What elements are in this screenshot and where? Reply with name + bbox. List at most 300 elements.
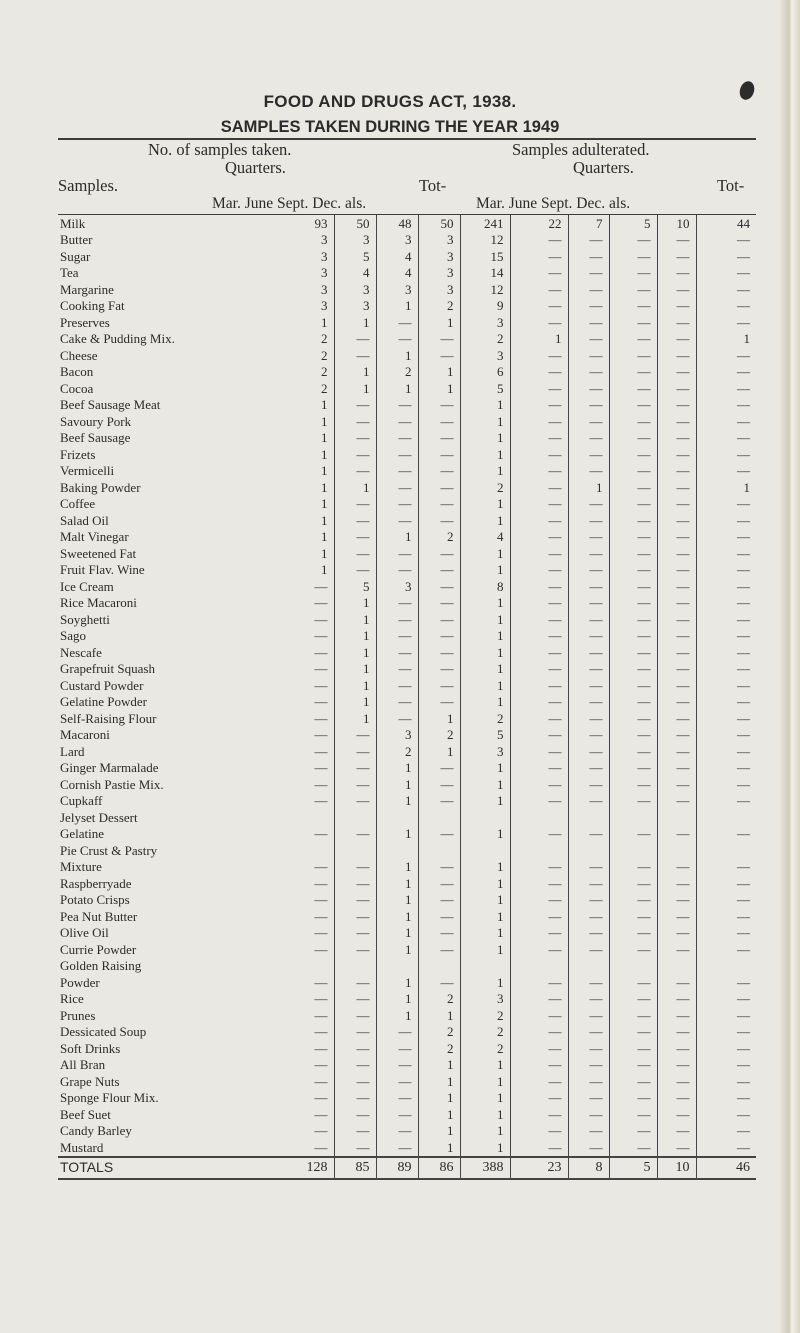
adulterated-cell: — [568,941,609,958]
taken-cell: — [418,413,460,430]
taken-cell: — [294,743,334,760]
taken-cell: — [376,562,418,579]
adulterated-cell: — [737,1106,750,1122]
adulterated-cell: 23 [510,1157,568,1179]
adulterated-cell: — [657,1090,696,1107]
taken-cell: — [376,1139,418,1157]
adulterated-cell: — [609,925,657,942]
adulterated-cell: — [657,925,696,942]
taken-cell: — [376,661,418,678]
adulterated-cell: — [657,595,696,612]
sample-name: Macaroni [60,727,110,743]
table-row [58,265,756,282]
taken-cell: 1 [418,314,460,331]
adulterated-cell: — [657,776,696,793]
taken-cell: — [418,562,460,579]
taken-cell: 4 [376,248,418,265]
adulterated-cell: 8 [568,1157,609,1179]
adulterated-cell: — [568,644,609,661]
taken-cell: 1 [376,793,418,810]
taken-cell: — [376,595,418,612]
taken-cell: 1 [418,364,460,381]
taken-cell: — [294,859,334,876]
taken-cell: — [334,974,376,991]
taken-cell: 1 [460,1139,510,1157]
table-row [58,545,756,562]
adulterated-cell: — [609,727,657,744]
adulterated-cell: 46 [696,1157,756,1179]
taken-cell: 2 [418,991,460,1008]
taken-cell: — [294,1139,334,1157]
taken-cell: — [418,545,460,562]
taken-cell: — [334,1139,376,1157]
adulterated-cell: — [737,463,750,479]
taken-cell: 1 [376,826,418,843]
taken-cell: 1 [376,859,418,876]
adulterated-cell: — [657,331,696,348]
adulterated-cell: — [568,578,609,595]
adulterated-cell: — [609,611,657,628]
adulterated-cell: — [510,892,568,909]
adulterated-cell: — [609,941,657,958]
adulterated-cell: — [609,1057,657,1074]
adulterated-cell: 1 [510,331,568,348]
taken-cell: 1 [418,1090,460,1107]
taken-cell: 1 [334,595,376,612]
adulterated-cell: — [510,644,568,661]
adulterated-cell: — [737,793,750,809]
header-tot-left: Tot- [419,176,447,195]
adulterated-cell: — [609,529,657,546]
taken-cell: 1 [460,1073,510,1090]
taken-cell: 1 [460,826,510,843]
adulterated-cell: — [657,397,696,414]
taken-cell: 6 [460,364,510,381]
header-quarters-left: Quarters. [225,158,286,177]
taken-cell: 2 [294,347,334,364]
taken-cell: — [334,1090,376,1107]
sample-name: Fruit Flav. Wine [60,562,145,578]
taken-cell: 1 [460,446,510,463]
adulterated-cell: — [657,314,696,331]
taken-cell: — [294,1123,334,1140]
sample-name: Coffee [60,496,96,512]
table-row [58,1090,756,1107]
sample-name: Mustard [60,1139,104,1155]
taken-cell: — [376,677,418,694]
adulterated-cell: — [609,347,657,364]
adulterated-cell: — [737,859,750,875]
adulterated-cell: — [737,760,750,776]
taken-cell: 4 [376,265,418,282]
taken-cell: — [294,776,334,793]
taken-cell: — [376,611,418,628]
adulterated-cell: — [737,1139,750,1155]
taken-cell: — [334,859,376,876]
adulterated-cell: — [657,446,696,463]
taken-cell: — [334,529,376,546]
adulterated-cell: — [568,925,609,942]
adulterated-cell: — [568,908,609,925]
taken-cell: — [376,1057,418,1074]
table-row [58,892,756,909]
sample-name: Cocoa [60,380,94,396]
sample-name: Olive Oil [60,925,109,941]
taken-cell: — [334,1024,376,1041]
adulterated-cell: — [657,578,696,595]
taken-cell: 1 [460,941,510,958]
taken-cell: — [418,760,460,777]
taken-cell: 1 [376,925,418,942]
sample-name: Grapefruit Squash [60,661,155,677]
adulterated-cell: — [657,562,696,579]
table-row [58,1040,756,1057]
adulterated-cell: — [657,661,696,678]
taken-cell: 1 [460,430,510,447]
table-row [58,776,756,793]
adulterated-cell: — [510,595,568,612]
adulterated-cell: — [737,545,750,561]
taken-cell: — [334,446,376,463]
adulterated-cell: — [510,562,568,579]
adulterated-cell: — [737,743,750,759]
adulterated-cell: — [737,710,750,726]
taken-cell: — [294,760,334,777]
adulterated-cell: — [657,545,696,562]
taken-cell: 3 [460,991,510,1008]
taken-cell: — [418,875,460,892]
taken-cell: 1 [376,974,418,991]
taken-cell: — [294,710,334,727]
adulterated-cell: — [568,380,609,397]
adulterated-cell: — [568,859,609,876]
taken-cell: — [334,1073,376,1090]
table-row [58,710,756,727]
table-row [58,974,756,991]
taken-cell: 1 [460,611,510,628]
taken-cell: — [418,694,460,711]
taken-cell [376,958,418,975]
adulterated-cell: — [737,265,750,281]
adulterated-cell: — [657,430,696,447]
sample-name: Tea [60,265,79,281]
adulterated-cell: — [510,265,568,282]
taken-cell: — [334,347,376,364]
taken-cell: — [418,463,460,480]
table-row [58,727,756,744]
table-row [58,1139,756,1157]
table-row [58,463,756,480]
adulterated-cell: — [737,677,750,693]
taken-cell: 1 [334,677,376,694]
adulterated-cell: — [737,248,750,264]
adulterated-cell: — [609,430,657,447]
adulterated-cell: — [568,694,609,711]
taken-cell: 48 [376,215,418,232]
taken-cell: 3 [376,281,418,298]
adulterated-cell: — [510,611,568,628]
adulterated-cell: — [568,892,609,909]
taken-cell: 1 [418,710,460,727]
page-edge [780,0,800,1333]
adulterated-cell: — [737,1057,750,1073]
adulterated-cell: — [657,710,696,727]
taken-cell: 1 [460,1106,510,1123]
adulterated-cell: — [737,1024,750,1040]
sample-name: Lard [60,743,85,759]
adulterated-cell: — [657,364,696,381]
adulterated-cell: — [737,1073,750,1089]
adulterated-cell: — [568,776,609,793]
taken-cell: 1 [460,463,510,480]
taken-cell: 1 [294,496,334,513]
adulterated-cell: — [737,232,750,248]
adulterated-cell: — [568,314,609,331]
taken-cell: — [294,941,334,958]
taken-cell: — [418,925,460,942]
adulterated-cell: — [657,1106,696,1123]
taken-cell: 1 [460,760,510,777]
taken-cell: — [334,496,376,513]
adulterated-cell: — [568,760,609,777]
adulterated-cell: — [737,991,750,1007]
taken-cell: 1 [418,1106,460,1123]
adulterated-cell: — [609,1139,657,1157]
table-row [58,529,756,546]
table-row [58,1024,756,1041]
table-row [58,496,756,513]
adulterated-cell: — [568,727,609,744]
adulterated-cell: — [510,974,568,991]
totals-row [58,1157,756,1179]
taken-cell: — [334,512,376,529]
taken-cell [376,842,418,859]
adulterated-cell: — [609,743,657,760]
taken-cell [294,809,334,826]
sample-name: Potato Crisps [60,892,130,908]
taken-cell: 89 [376,1157,418,1179]
taken-cell: 3 [418,281,460,298]
taken-cell: — [334,430,376,447]
adulterated-cell: — [657,908,696,925]
adulterated-cell: — [510,1007,568,1024]
taken-cell: — [294,908,334,925]
taken-cell: — [376,545,418,562]
table-row [58,644,756,661]
adulterated-cell: — [568,496,609,513]
adulterated-cell: — [568,545,609,562]
adulterated-cell: — [510,826,568,843]
taken-cell: 1 [460,397,510,414]
taken-cell [294,958,334,975]
adulterated-cell: — [609,479,657,496]
adulterated-cell: — [568,265,609,282]
taken-cell: 1 [460,496,510,513]
taken-cell: — [294,1057,334,1074]
table-row [58,958,756,975]
taken-cell: — [418,512,460,529]
adulterated-cell: — [568,611,609,628]
taken-cell: — [376,397,418,414]
adulterated-cell: — [510,727,568,744]
adulterated-cell: — [609,1073,657,1090]
taken-cell: — [418,677,460,694]
taken-cell [460,958,510,975]
table-row [58,661,756,678]
adulterated-cell: — [510,496,568,513]
adulterated-cell: — [657,1139,696,1157]
taken-cell: — [334,743,376,760]
adulterated-cell: — [510,1090,568,1107]
adulterated-cell: — [510,248,568,265]
taken-cell: 3 [418,265,460,282]
taken-cell: 1 [334,694,376,711]
taken-cell: 5 [460,727,510,744]
taken-cell: 2 [460,1007,510,1024]
adulterated-cell: — [510,232,568,249]
taken-cell: 1 [460,892,510,909]
adulterated-cell: — [568,347,609,364]
sample-name: All Bran [60,1057,106,1073]
taken-cell: 1 [418,1057,460,1074]
taken-cell: — [334,1007,376,1024]
adulterated-cell: — [609,793,657,810]
taken-cell: 1 [460,562,510,579]
adulterated-cell: — [737,413,750,429]
taken-cell: — [294,1090,334,1107]
sample-name: Candy Barley [60,1123,132,1139]
adulterated-cell: — [609,694,657,711]
adulterated-cell: — [657,347,696,364]
taken-cell: 1 [334,644,376,661]
adulterated-cell: — [609,1123,657,1140]
sample-name: Malt Vinegar [60,529,129,545]
sample-name: Sago [60,628,86,644]
taken-cell: 2 [460,479,510,496]
taken-cell: — [418,793,460,810]
taken-cell [376,809,418,826]
taken-cell: 1 [334,661,376,678]
adulterated-cell: — [737,661,750,677]
adulterated-cell: — [609,1090,657,1107]
table-row [58,430,756,447]
taken-cell: — [334,562,376,579]
taken-cell: — [376,331,418,348]
header-samples-adulterated: Samples adulterated. [512,140,650,159]
adulterated-cell: — [510,529,568,546]
adulterated-cell: — [657,1007,696,1024]
sample-name: Cheese [60,347,98,363]
taken-cell: 1 [460,644,510,661]
adulterated-cell: — [568,743,609,760]
taken-cell: 2 [294,364,334,381]
adulterated-cell: — [510,430,568,447]
sample-name: Beef Sausage Meat [60,397,161,413]
taken-cell: 1 [376,991,418,1008]
adulterated-cell: — [510,364,568,381]
adulterated-cell: — [510,380,568,397]
taken-cell: 2 [460,710,510,727]
taken-cell: — [334,1106,376,1123]
adulterated-cell: — [657,694,696,711]
taken-cell: — [334,727,376,744]
taken-cell [334,842,376,859]
taken-cell: — [418,578,460,595]
adulterated-cell [510,809,568,826]
adulterated-cell: — [737,974,750,990]
adulterated-cell: — [568,1123,609,1140]
adulterated-cell: — [609,991,657,1008]
adulterated-cell: — [737,925,750,941]
taken-cell: 1 [294,545,334,562]
taken-cell: — [294,578,334,595]
taken-cell: — [418,941,460,958]
adulterated-cell: 10 [657,215,696,232]
taken-cell: 1 [334,380,376,397]
taken-cell: 1 [460,793,510,810]
taken-cell: 2 [418,727,460,744]
taken-cell: — [334,793,376,810]
adulterated-cell: 22 [510,215,568,232]
header-quarters-right: Quarters. [573,158,634,177]
adulterated-cell: — [510,677,568,694]
adulterated-cell: — [609,644,657,661]
adulterated-cell: — [737,430,750,446]
adulterated-cell: — [568,875,609,892]
adulterated-cell: — [568,413,609,430]
taken-cell: 2 [418,1040,460,1057]
taken-cell: 1 [334,611,376,628]
adulterated-cell: — [609,446,657,463]
taken-cell: 1 [460,413,510,430]
taken-cell: — [418,496,460,513]
taken-cell: 1 [460,974,510,991]
table-row [58,694,756,711]
taken-cell: 1 [460,908,510,925]
adulterated-cell: — [609,364,657,381]
adulterated-cell: — [568,1090,609,1107]
taken-cell: — [376,446,418,463]
taken-cell: 2 [418,1024,460,1041]
adulterated-cell: — [510,578,568,595]
taken-cell: 1 [460,1057,510,1074]
taken-cell: — [294,694,334,711]
sample-name: Frizets [60,446,96,462]
adulterated-cell: — [510,710,568,727]
adulterated-cell: — [657,793,696,810]
taken-cell: 2 [460,1040,510,1057]
taken-cell: 1 [376,380,418,397]
adulterated-cell: — [737,314,750,330]
taken-cell: — [376,496,418,513]
table-row [58,991,756,1008]
adulterated-cell: — [510,925,568,942]
sample-name: Savoury Pork [60,413,132,429]
adulterated-cell: — [510,545,568,562]
adulterated-cell: — [609,298,657,315]
taken-cell: 3 [418,232,460,249]
taken-cell: 1 [418,1123,460,1140]
taken-cell: — [376,512,418,529]
adulterated-cell: — [510,512,568,529]
adulterated-cell: — [737,496,750,512]
adulterated-cell: — [609,677,657,694]
table-row [58,248,756,265]
taken-cell: — [376,628,418,645]
table-row [58,413,756,430]
taken-cell: — [418,479,460,496]
adulterated-cell [568,958,609,975]
